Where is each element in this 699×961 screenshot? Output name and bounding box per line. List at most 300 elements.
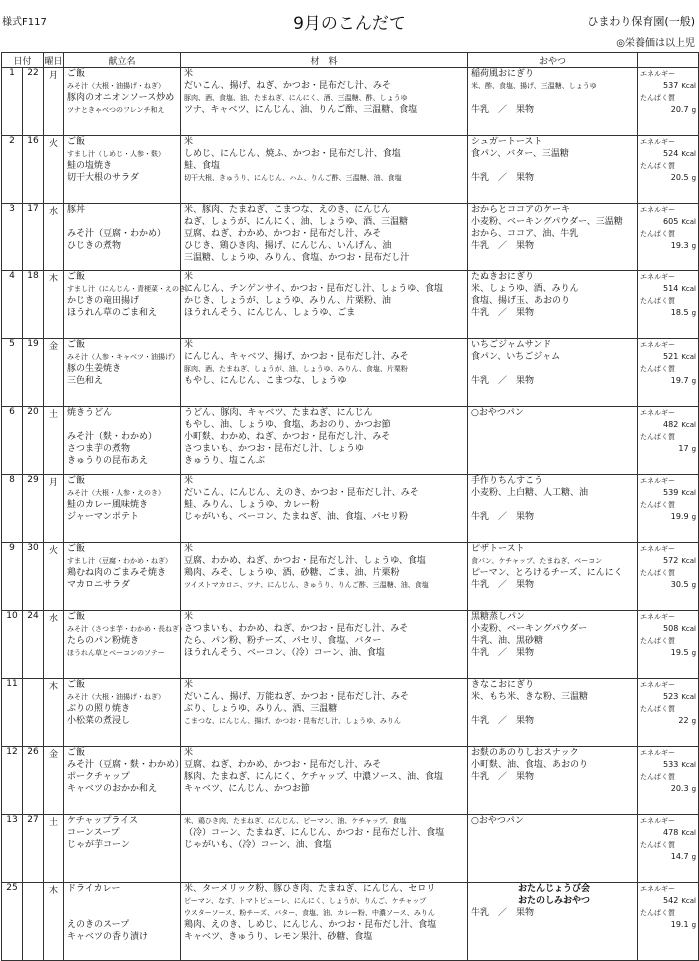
row-weekday: 月 [44,68,64,136]
dish-cell [64,679,181,747]
protein-value-row [638,375,698,387]
menu-row [2,883,699,961]
dish-name: 焼きうどん [67,408,113,418]
protein-label: たんぱく質 [640,841,676,849]
ingredient-line [181,851,467,863]
dish-name: ひじきの煮物 [67,241,122,251]
snack-line: 牛乳 ／ 果物 [471,908,535,918]
snack-line [468,419,637,431]
dish-name: ご飯 [67,340,86,350]
protein-label-row [638,635,698,647]
energy-label-row [638,136,698,148]
snack-cell [468,543,638,611]
protein-value: 19.3 [670,241,689,250]
row-number: 12 [2,747,23,815]
nutrition-cell [638,543,699,611]
ingredient-cell [181,611,468,679]
snack-cell [468,204,638,271]
row-day: 20 [23,407,44,475]
row-weekday: 木 [44,271,64,339]
row-day: 16 [23,136,44,204]
dish-cell [64,475,181,543]
dish-name: ご飯 [67,476,86,486]
dish-name: ジャーマンポテト [67,512,139,522]
nutrition-cell [638,611,699,679]
ingredient-line: 米 [184,544,194,554]
energy-label-row [638,883,698,895]
row-day: 24 [23,611,44,679]
dish-name: すまし汁（豆腐・わかめ・ねぎ） [67,557,173,565]
protein-unit: g [691,921,697,929]
energy-unit: Kcal [681,829,697,837]
snack-line: 牛乳 ／ 果物 [471,716,535,726]
ingredient-line: にんじん、チンゲンサイ、かつお・昆布だし汁、しょうゆ、食塩 [184,284,443,294]
energy-value: 605 [663,217,679,226]
dish-name: 鮭のカレー風味焼き [67,500,149,510]
ingredient-line: 三温糖、しょうゆ、みりん、食塩、かつお・昆布だし汁 [184,253,410,263]
protein-label-row [638,431,698,443]
protein-unit: g [691,581,697,589]
row-weekday: 月 [44,475,64,543]
snack-cell [468,679,638,747]
ingredient-line: 米 [184,476,194,486]
energy-label-row [638,543,698,555]
protein-label-row [638,771,698,783]
ingredient-line: たら、パン粉、粉チーズ、パセリ、食塩、バター [184,636,382,646]
menu-row [2,679,699,747]
protein-value: 20.5 [670,173,689,182]
energy-unit: Kcal [681,353,697,361]
energy-value: 572 [663,556,679,565]
row-day: 30 [23,543,44,611]
energy-value-row [638,691,698,703]
snack-line: 小麦粉、ベーキングパウダー、三温糖 [471,217,623,227]
snack-line: きなこおにぎり [471,680,535,690]
ingredient-line: キャベツ、にんじん、かつお節 [184,784,310,794]
ingredient-cell [181,407,468,475]
row-number: 2 [2,136,23,204]
snack-line [468,839,637,851]
ingredient-line: 鶏肉、えのき、しめじ、にんじん、かつお・昆布だし汁、食塩 [184,920,437,930]
energy-value-row [638,487,698,499]
menu-table [1,52,699,961]
nutrition-cell [638,407,699,475]
ingredient-cell [181,204,468,271]
snack-line: 食パン、いちごジャム [471,352,561,362]
protein-value-row [638,579,698,591]
dish-name: 小松菜の煮浸し [67,716,131,726]
row-day: 26 [23,747,44,815]
energy-label-row [638,679,698,691]
ingredient-line: 米 [184,748,194,758]
protein-label: たんぱく質 [640,569,676,577]
row-number: 3 [2,204,23,271]
row-weekday: 土 [44,815,64,883]
snack-line [468,431,637,443]
dish-cell [64,68,181,136]
dish-cell [64,271,194,339]
dish-name: キャベツのおかか和え [67,784,158,794]
energy-label-row [638,475,698,487]
energy-unit: Kcal [681,489,697,497]
protein-unit: g [691,309,697,317]
snack-line: 牛乳 ／ 果物 [471,105,535,115]
snack-line: お麩のあのりしおスナック [471,748,579,758]
energy-unit: Kcal [681,897,697,905]
protein-value-row [638,715,698,727]
dish-cell [64,747,185,815]
nutrition-cell [638,815,699,883]
protein-unit: g [691,853,697,861]
energy-value-row [638,623,698,635]
ingredient-line: 米 [184,69,194,79]
snack-line: 小麦粉、ベーキングパウダー [471,624,588,634]
energy-label-row [638,611,698,623]
protein-value: 19.9 [670,512,689,521]
ingredient-line: 米 [184,272,194,282]
dish-name [64,216,180,228]
snack-cell [468,68,638,136]
ingredient-line: ピーマン、なす、トマトピューレ、にんにく、しょうが、りんご、ケチャップ [184,897,427,905]
protein-value: 18.5 [670,308,689,317]
energy-value-row [638,80,698,92]
row-number: 25 [2,883,23,961]
dish-name: 豚肉のオニオンソース炒め [67,93,175,103]
protein-label: たんぱく質 [640,94,676,102]
menu-row [2,747,699,815]
ingredient-line: ひじき、鶏ひき肉、揚げ、にんじん、いんげん、油 [184,241,392,251]
row-number: 10 [2,611,23,679]
page-header [0,0,699,52]
dish-name: ご飯 [67,272,86,282]
snack-line: 牛乳、油、黒砂糖 [471,636,544,646]
ingredient-cell [181,883,468,961]
protein-label: たんぱく質 [640,162,676,170]
nutrition-cell [638,271,699,339]
dish-name: ほうれん草のごま和え [67,308,158,318]
row-number: 6 [2,407,23,475]
energy-label-row [638,815,698,827]
row-number: 13 [2,815,23,883]
protein-label: たんぱく質 [640,501,676,509]
dish-name: ご飯 [67,544,86,554]
dish-name: みそ汁（豆腐・麩・わかめ） [67,760,185,770]
dish-name: 鮭の塩焼き [67,161,113,171]
ingredient-line: 鶏肉、みそ、しょうゆ、酒、砂糖、ごま、油、片栗粉 [184,568,400,578]
ingredient-line: 小町麩、わかめ、ねぎ、かつお・昆布だし汁、みそ [184,432,391,442]
energy-value-row [638,216,698,228]
dish-name: マカロニサラダ [67,580,130,590]
snack-line: 牛乳 ／ 果物 [471,772,535,782]
protein-label: たんぱく質 [640,230,676,238]
energy-label: エネルギー [640,341,676,349]
dish-name [64,907,180,919]
dish-name: みそ汁（大根・油揚げ・ねぎ） [67,82,166,90]
energy-label-row [638,68,698,80]
dish-name: ご飯 [67,680,86,690]
snack-line: おからとココアのケーキ [471,205,571,215]
dish-name: みそ汁（豆腐・わかめ） [67,229,167,239]
ingredient-line: じゃがいも、（冷）コーン、油、食塩 [184,840,332,850]
energy-label: エネルギー [640,273,676,281]
snack-line: 米、しょうゆ、酒、みりん [471,284,579,294]
energy-unit: Kcal [681,150,697,158]
energy-unit: Kcal [681,421,697,429]
snack-line [468,851,637,863]
energy-value: 537 [663,81,679,90]
protein-value: 19.1 [670,920,689,929]
ingredient-line: さつまいも、かつお・昆布だし汁、しょうゆ [184,444,365,454]
nutrition-cell [638,679,699,747]
row-weekday: 土 [44,407,64,475]
snack-line: 手作りちんすこう [471,476,544,486]
protein-value: 19.5 [670,648,689,657]
ingredient-line: にんじん、キャベツ、揚げ、かつお・昆布だし汁、みそ [184,352,409,362]
protein-value: 20.3 [670,784,689,793]
ingredient-line: 鮭、食塩 [184,161,221,171]
energy-label-row [638,339,698,351]
energy-value: 539 [663,488,679,497]
row-day [23,679,44,747]
snack-line: 牛乳 ／ 果物 [471,376,535,386]
snack-line: 牛乳 ／ 果物 [471,580,535,590]
snack-line: 米、もち米、きな粉、三温糖 [471,692,589,702]
energy-label: エネルギー [640,817,676,825]
dish-cell [64,543,181,611]
energy-unit: Kcal [681,625,697,633]
protein-label: たんぱく質 [640,637,676,645]
ingredient-line: だいこん、にんじん、えのき、かつお・昆布だし汁、みそ [184,488,419,498]
ingredient-line: （冷）コーン、たまねぎ、にんじん、かつお・昆布だし汁、食塩 [184,828,445,838]
protein-value-row [638,172,698,184]
dish-cell [64,339,181,407]
snack-line [468,443,637,455]
snack-line: シュガートースト [471,137,543,147]
protein-label: たんぱく質 [640,297,676,305]
energy-value: 521 [663,352,679,361]
ingredient-line: ウスターソース、粉チーズ、バター、食塩、油、カレー粉、中濃ソース、みりん [184,909,435,917]
snack-line: おから、ココア、油、牛乳 [471,229,579,239]
dish-name: ご飯 [67,69,86,79]
row-day: 27 [23,815,44,883]
row-weekday: 水 [44,204,64,271]
protein-value-row [638,511,698,523]
row-weekday: 金 [44,339,64,407]
dish-name: きゅうりの昆布あえ [67,456,149,466]
snack-cell [468,747,638,815]
nutrition-cell [638,136,699,204]
protein-label-row [638,295,698,307]
dish-name: キャベツの香り漬け [67,932,149,942]
snack-line: たぬきおにぎり [471,272,535,282]
row-weekday: 金 [44,747,64,815]
snack-line [468,499,637,511]
protein-value-row [638,104,698,116]
energy-value-row [638,351,698,363]
protein-label-row [638,228,698,240]
menu-row [2,475,699,543]
dish-name: みそ汁（大根・人参・えのき） [67,489,166,497]
ingredient-line: だいこん、揚げ、万能ねぎ、かつお・昆布だし汁、みそ [184,692,409,702]
ingredient-line: だいこん、揚げ、ねぎ、かつお・昆布だし汁、みそ [184,81,391,91]
row-weekday: 火 [44,543,64,611]
protein-label-row [638,703,698,715]
dish-cell [64,883,181,961]
energy-label: エネルギー [640,138,676,146]
dish-name: 豚丼 [67,205,86,215]
snack-line [468,92,637,104]
ingredient-line: きゅうり、塩こんぶ [184,456,266,466]
ingredient-line: 豚肉、たまねぎ、にんにく、ケチャップ、中濃ソース、油、食塩 [184,772,443,782]
protein-label-row [638,92,698,104]
ingredient-line: 鮭、みりん、しょうゆ、カレー粉 [184,500,320,510]
row-weekday: 木 [44,883,64,961]
row-weekday: 木 [44,679,64,747]
energy-value-row [638,555,698,567]
dish-name: みそ汁（さつま芋・わかめ・長ねぎ） [67,625,187,633]
col-header-date: 日付 [2,53,44,68]
protein-unit: g [691,106,697,114]
snack-cell [468,271,638,339]
ingredient-line: 米、豚肉、たまねぎ、こまつな、えのき、にんじん [184,205,391,215]
protein-value: 19.7 [670,376,689,385]
form-number: 様式F117 [2,17,47,28]
energy-label: エネルギー [640,749,676,757]
ingredient-line: 切干大根、きゅうり、にんじん、ハム、りんご酢、三温糖、油、食塩 [184,174,402,182]
energy-unit: Kcal [681,285,697,293]
row-number: 4 [2,271,23,339]
protein-value: 20.7 [670,105,689,114]
ingredient-line: 米 [184,137,194,147]
ingredient-line: うどん、豚肉、キャベツ、たまねぎ、にんじん [184,408,373,418]
energy-unit: Kcal [681,218,697,226]
protein-value: 14.7 [670,852,689,861]
snack-line: 小町麩、油、食塩、あおのり [471,760,589,770]
snack-line: いちごジャムサンド [471,340,552,350]
dish-name [64,851,180,863]
ingredient-cell [181,339,468,407]
menu-row [2,407,699,475]
energy-value-row [638,148,698,160]
energy-value-row [638,759,698,771]
protein-value-row [638,783,698,795]
ingredient-cell [181,679,468,747]
dish-name: みそ汁（大根・油揚げ・ねぎ） [67,693,166,701]
energy-label-row [638,407,698,419]
ingredient-line: 豆腐、ねぎ、わかめ、かつお・昆布だし汁、みそ [184,760,382,770]
dish-cell [64,136,181,204]
ingredient-line: ぶり、しょうゆ、みりん、酒、三温糖 [184,704,338,714]
dish-name: 三色和え [67,376,104,386]
ingredient-line: ほうれんそう、にんじん、しょうゆ、ごま [184,308,356,318]
snack-cell [468,407,638,475]
snack-line [468,160,637,172]
ingredient-line: もやし、にんじん、こまつな、しょうゆ [184,376,347,386]
menu-row [2,204,699,271]
protein-label-row [638,907,698,919]
snack-special: おたのしみおやつ [518,896,591,906]
nutrition-cell [638,883,699,961]
protein-value-row [638,919,698,931]
energy-value: 514 [663,284,679,293]
snack-line: 米、酢、食塩、揚げ、三温糖、しょうゆ [471,82,597,90]
snack-line [468,783,637,795]
energy-label-row [638,271,698,283]
ingredient-line: キャベツ、きゅうり、レモン果汁、砂糖、食塩 [184,932,373,942]
ingredient-line: 米 [184,680,194,690]
ingredient-line: 豆腐、わかめ、ねぎ、かつお・昆布だし汁、しょうゆ、食塩 [184,556,426,566]
col-header-snack: おやつ [468,53,638,68]
snack-line: ○おやつパン [471,408,524,418]
ingredient-line: 米、鶏ひき肉、たまねぎ、にんじん、ピーマン、油、ケチャップ、食塩 [184,817,407,825]
page-title: 9月のこんだて [293,14,406,34]
dish-name: ぶりの照り焼き [67,704,131,714]
ingredient-line: しめじ、にんじん、焼ふ、かつお・昆布だし汁、食塩 [184,149,401,159]
protein-label: たんぱく質 [640,365,676,373]
protein-unit: g [691,377,697,385]
protein-label-row [638,839,698,851]
ingredient-line: 豚肉、酒、食塩、油、たまねぎ、にんにく、酒、三温糖、酢、しょうゆ [184,94,408,102]
dish-name: たらのパン粉焼き [67,636,140,646]
protein-label-row [638,499,698,511]
table-header-row [2,53,699,68]
protein-value: 17 [678,444,689,453]
energy-value: 482 [663,420,679,429]
energy-unit: Kcal [681,761,697,769]
protein-unit: g [691,174,697,182]
dish-name: すまし汁（にんじん・青梗菜・えのき） [67,285,194,293]
menu-row [2,543,699,611]
energy-label: エネルギー [640,885,676,893]
nutrition-cell [638,339,699,407]
snack-line: 小麦粉、上白糖、人工糖、油 [471,488,589,498]
energy-value-row [638,827,698,839]
dish-name: ドライカレー [67,884,121,894]
ingredient-cell [181,747,468,815]
row-day: 17 [23,204,44,271]
energy-unit: Kcal [681,557,697,565]
ingredient-line: 豆腐、ねぎ、わかめ、かつお・昆布だし汁、みそ [184,229,382,239]
energy-label: エネルギー [640,206,676,214]
dish-name: すまし汁（しめじ・人参・麩） [67,150,166,158]
ingredient-cell [181,271,468,339]
nutrition-note: ◎栄養価は以上児 [616,38,695,49]
snack-cell [468,339,638,407]
row-day: 22 [23,68,44,136]
protein-unit: g [691,785,697,793]
protein-label-row [638,160,698,172]
dish-cell [64,611,187,679]
ingredient-line: こまつな、にんじん、揚げ、かつお・昆布だし汁、しょうゆ、みりん [184,717,401,725]
ingredient-line: 豚肉、酒、たまねぎ、しょうが、油、しょうゆ、みりん、食塩、片栗粉 [184,365,408,373]
energy-value: 523 [663,692,679,701]
dish-name: ほうれん草とベーコンのソテー [67,649,165,657]
menu-row [2,339,699,407]
row-number: 11 [2,679,23,747]
energy-value: 542 [663,896,679,905]
ingredient-line: ほうれんそう、ベーコン、（冷）コーン、油、食塩 [184,648,385,658]
dish-name: 切干大根のサラダ [67,173,139,183]
dish-name: ご飯 [67,748,86,758]
menu-row [2,136,699,204]
snack-line: ピザトースト [471,544,525,554]
snack-line [468,363,637,375]
protein-unit: g [691,445,697,453]
snack-line: 黒糖蒸しパン [471,612,526,622]
ingredient-cell [181,136,468,204]
snack-cell [468,475,638,543]
dish-name: ケチャップライス [67,816,139,826]
